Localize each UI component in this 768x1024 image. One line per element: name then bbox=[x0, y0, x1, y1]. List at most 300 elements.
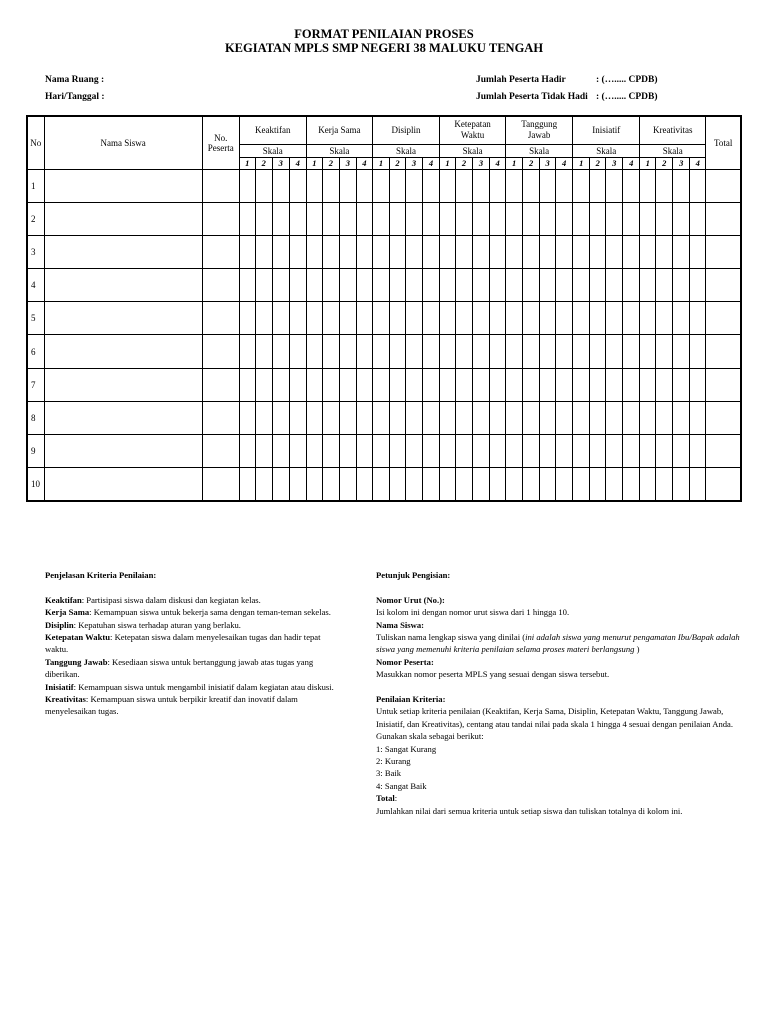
score-cell[interactable] bbox=[623, 468, 640, 501]
score-cell[interactable] bbox=[440, 401, 456, 434]
score-cell[interactable] bbox=[255, 235, 272, 268]
score-cell[interactable] bbox=[405, 269, 422, 302]
score-cell[interactable] bbox=[540, 435, 556, 468]
score-cell[interactable] bbox=[573, 169, 590, 202]
score-cell[interactable] bbox=[306, 169, 322, 202]
score-cell[interactable] bbox=[306, 401, 322, 434]
score-cell[interactable] bbox=[673, 435, 690, 468]
score-cell[interactable] bbox=[440, 335, 456, 368]
score-cell[interactable] bbox=[640, 235, 656, 268]
score-cell[interactable] bbox=[540, 302, 556, 335]
score-cell[interactable] bbox=[656, 335, 673, 368]
score-cell[interactable] bbox=[289, 435, 306, 468]
score-cell[interactable] bbox=[422, 169, 439, 202]
score-cell[interactable] bbox=[339, 335, 356, 368]
score-cell[interactable] bbox=[590, 468, 606, 501]
score-cell[interactable] bbox=[690, 235, 706, 268]
score-cell[interactable] bbox=[440, 202, 456, 235]
score-cell[interactable] bbox=[623, 169, 640, 202]
participant-number-cell[interactable] bbox=[202, 235, 239, 268]
total-cell[interactable] bbox=[706, 302, 741, 335]
score-cell[interactable] bbox=[405, 302, 422, 335]
score-cell[interactable] bbox=[306, 269, 322, 302]
score-cell[interactable] bbox=[255, 401, 272, 434]
score-cell[interactable] bbox=[540, 169, 556, 202]
score-cell[interactable] bbox=[556, 401, 573, 434]
score-cell[interactable] bbox=[306, 468, 322, 501]
score-cell[interactable] bbox=[490, 202, 506, 235]
score-cell[interactable] bbox=[372, 435, 389, 468]
score-cell[interactable] bbox=[339, 235, 356, 268]
score-cell[interactable] bbox=[239, 401, 255, 434]
score-cell[interactable] bbox=[255, 368, 272, 401]
score-cell[interactable] bbox=[306, 368, 322, 401]
score-cell[interactable] bbox=[656, 368, 673, 401]
score-cell[interactable] bbox=[573, 368, 590, 401]
score-cell[interactable] bbox=[606, 335, 623, 368]
score-cell[interactable] bbox=[289, 401, 306, 434]
score-cell[interactable] bbox=[606, 468, 623, 501]
score-cell[interactable] bbox=[239, 435, 255, 468]
score-cell[interactable] bbox=[473, 335, 490, 368]
score-cell[interactable] bbox=[473, 302, 490, 335]
score-cell[interactable] bbox=[255, 269, 272, 302]
score-cell[interactable] bbox=[590, 368, 606, 401]
score-cell[interactable] bbox=[356, 368, 372, 401]
score-cell[interactable] bbox=[656, 169, 673, 202]
student-name-cell[interactable] bbox=[44, 302, 202, 335]
score-cell[interactable] bbox=[590, 235, 606, 268]
score-cell[interactable] bbox=[473, 169, 490, 202]
score-cell[interactable] bbox=[255, 302, 272, 335]
score-cell[interactable] bbox=[623, 202, 640, 235]
score-cell[interactable] bbox=[372, 468, 389, 501]
participant-number-cell[interactable] bbox=[202, 435, 239, 468]
score-cell[interactable] bbox=[690, 435, 706, 468]
total-cell[interactable] bbox=[706, 235, 741, 268]
total-cell[interactable] bbox=[706, 368, 741, 401]
score-cell[interactable] bbox=[506, 169, 523, 202]
score-cell[interactable] bbox=[606, 435, 623, 468]
score-cell[interactable] bbox=[356, 269, 372, 302]
score-cell[interactable] bbox=[339, 202, 356, 235]
score-cell[interactable] bbox=[490, 468, 506, 501]
participant-number-cell[interactable] bbox=[202, 302, 239, 335]
score-cell[interactable] bbox=[590, 202, 606, 235]
score-cell[interactable] bbox=[623, 235, 640, 268]
score-cell[interactable] bbox=[389, 368, 405, 401]
score-cell[interactable] bbox=[473, 435, 490, 468]
score-cell[interactable] bbox=[239, 235, 255, 268]
score-cell[interactable] bbox=[473, 269, 490, 302]
score-cell[interactable] bbox=[506, 302, 523, 335]
score-cell[interactable] bbox=[590, 435, 606, 468]
total-cell[interactable] bbox=[706, 401, 741, 434]
score-cell[interactable] bbox=[656, 401, 673, 434]
score-cell[interactable] bbox=[339, 269, 356, 302]
score-cell[interactable] bbox=[590, 169, 606, 202]
score-cell[interactable] bbox=[440, 468, 456, 501]
score-cell[interactable] bbox=[272, 235, 289, 268]
score-cell[interactable] bbox=[490, 401, 506, 434]
score-cell[interactable] bbox=[322, 202, 339, 235]
score-cell[interactable] bbox=[473, 368, 490, 401]
student-name-cell[interactable] bbox=[44, 235, 202, 268]
score-cell[interactable] bbox=[540, 468, 556, 501]
score-cell[interactable] bbox=[640, 269, 656, 302]
score-cell[interactable] bbox=[673, 468, 690, 501]
score-cell[interactable] bbox=[690, 401, 706, 434]
score-cell[interactable] bbox=[339, 435, 356, 468]
score-cell[interactable] bbox=[456, 335, 473, 368]
score-cell[interactable] bbox=[456, 269, 473, 302]
score-cell[interactable] bbox=[322, 468, 339, 501]
score-cell[interactable] bbox=[389, 302, 405, 335]
score-cell[interactable] bbox=[306, 302, 322, 335]
score-cell[interactable] bbox=[389, 401, 405, 434]
score-cell[interactable] bbox=[322, 435, 339, 468]
score-cell[interactable] bbox=[389, 335, 405, 368]
score-cell[interactable] bbox=[640, 202, 656, 235]
total-cell[interactable] bbox=[706, 435, 741, 468]
score-cell[interactable] bbox=[473, 468, 490, 501]
score-cell[interactable] bbox=[422, 235, 439, 268]
score-cell[interactable] bbox=[339, 302, 356, 335]
score-cell[interactable] bbox=[523, 269, 540, 302]
score-cell[interactable] bbox=[272, 468, 289, 501]
score-cell[interactable] bbox=[673, 169, 690, 202]
score-cell[interactable] bbox=[372, 368, 389, 401]
score-cell[interactable] bbox=[640, 169, 656, 202]
score-cell[interactable] bbox=[272, 368, 289, 401]
score-cell[interactable] bbox=[556, 235, 573, 268]
score-cell[interactable] bbox=[573, 468, 590, 501]
score-cell[interactable] bbox=[405, 468, 422, 501]
score-cell[interactable] bbox=[456, 302, 473, 335]
score-cell[interactable] bbox=[523, 468, 540, 501]
score-cell[interactable] bbox=[422, 468, 439, 501]
score-cell[interactable] bbox=[372, 202, 389, 235]
score-cell[interactable] bbox=[656, 235, 673, 268]
score-cell[interactable] bbox=[506, 435, 523, 468]
score-cell[interactable] bbox=[239, 468, 255, 501]
score-cell[interactable] bbox=[356, 302, 372, 335]
score-cell[interactable] bbox=[306, 435, 322, 468]
score-cell[interactable] bbox=[506, 335, 523, 368]
score-cell[interactable] bbox=[673, 235, 690, 268]
score-cell[interactable] bbox=[239, 368, 255, 401]
score-cell[interactable] bbox=[523, 235, 540, 268]
score-cell[interactable] bbox=[590, 269, 606, 302]
student-name-cell[interactable] bbox=[44, 169, 202, 202]
score-cell[interactable] bbox=[272, 335, 289, 368]
total-cell[interactable] bbox=[706, 269, 741, 302]
score-cell[interactable] bbox=[673, 269, 690, 302]
score-cell[interactable] bbox=[456, 235, 473, 268]
score-cell[interactable] bbox=[422, 202, 439, 235]
score-cell[interactable] bbox=[606, 235, 623, 268]
score-cell[interactable] bbox=[523, 401, 540, 434]
student-name-cell[interactable] bbox=[44, 435, 202, 468]
score-cell[interactable] bbox=[506, 368, 523, 401]
score-cell[interactable] bbox=[272, 202, 289, 235]
score-cell[interactable] bbox=[239, 335, 255, 368]
score-cell[interactable] bbox=[556, 202, 573, 235]
score-cell[interactable] bbox=[372, 302, 389, 335]
score-cell[interactable] bbox=[690, 468, 706, 501]
score-cell[interactable] bbox=[573, 202, 590, 235]
score-cell[interactable] bbox=[523, 368, 540, 401]
score-cell[interactable] bbox=[656, 468, 673, 501]
score-cell[interactable] bbox=[289, 468, 306, 501]
score-cell[interactable] bbox=[506, 235, 523, 268]
score-cell[interactable] bbox=[272, 435, 289, 468]
score-cell[interactable] bbox=[556, 468, 573, 501]
score-cell[interactable] bbox=[556, 435, 573, 468]
score-cell[interactable] bbox=[372, 401, 389, 434]
score-cell[interactable] bbox=[239, 169, 255, 202]
score-cell[interactable] bbox=[356, 401, 372, 434]
score-cell[interactable] bbox=[405, 335, 422, 368]
score-cell[interactable] bbox=[422, 302, 439, 335]
score-cell[interactable] bbox=[656, 302, 673, 335]
score-cell[interactable] bbox=[690, 335, 706, 368]
participant-number-cell[interactable] bbox=[202, 169, 239, 202]
score-cell[interactable] bbox=[540, 368, 556, 401]
score-cell[interactable] bbox=[556, 169, 573, 202]
score-cell[interactable] bbox=[289, 269, 306, 302]
score-cell[interactable] bbox=[339, 169, 356, 202]
score-cell[interactable] bbox=[289, 335, 306, 368]
score-cell[interactable] bbox=[490, 269, 506, 302]
score-cell[interactable] bbox=[490, 302, 506, 335]
score-cell[interactable] bbox=[490, 368, 506, 401]
score-cell[interactable] bbox=[623, 335, 640, 368]
score-cell[interactable] bbox=[405, 435, 422, 468]
score-cell[interactable] bbox=[322, 335, 339, 368]
score-cell[interactable] bbox=[239, 302, 255, 335]
score-cell[interactable] bbox=[640, 335, 656, 368]
score-cell[interactable] bbox=[322, 169, 339, 202]
score-cell[interactable] bbox=[440, 435, 456, 468]
score-cell[interactable] bbox=[556, 335, 573, 368]
score-cell[interactable] bbox=[255, 435, 272, 468]
score-cell[interactable] bbox=[356, 335, 372, 368]
score-cell[interactable] bbox=[255, 335, 272, 368]
score-cell[interactable] bbox=[389, 202, 405, 235]
score-cell[interactable] bbox=[656, 269, 673, 302]
score-cell[interactable] bbox=[440, 302, 456, 335]
score-cell[interactable] bbox=[456, 468, 473, 501]
score-cell[interactable] bbox=[590, 335, 606, 368]
student-name-cell[interactable] bbox=[44, 269, 202, 302]
score-cell[interactable] bbox=[405, 235, 422, 268]
participant-number-cell[interactable] bbox=[202, 269, 239, 302]
score-cell[interactable] bbox=[405, 401, 422, 434]
score-cell[interactable] bbox=[573, 269, 590, 302]
score-cell[interactable] bbox=[456, 368, 473, 401]
score-cell[interactable] bbox=[372, 169, 389, 202]
score-cell[interactable] bbox=[640, 468, 656, 501]
score-cell[interactable] bbox=[506, 401, 523, 434]
score-cell[interactable] bbox=[322, 235, 339, 268]
score-cell[interactable] bbox=[440, 169, 456, 202]
score-cell[interactable] bbox=[673, 202, 690, 235]
score-cell[interactable] bbox=[606, 169, 623, 202]
score-cell[interactable] bbox=[690, 169, 706, 202]
score-cell[interactable] bbox=[606, 401, 623, 434]
score-cell[interactable] bbox=[405, 169, 422, 202]
student-name-cell[interactable] bbox=[44, 335, 202, 368]
score-cell[interactable] bbox=[573, 401, 590, 434]
score-cell[interactable] bbox=[606, 368, 623, 401]
score-cell[interactable] bbox=[255, 169, 272, 202]
score-cell[interactable] bbox=[623, 401, 640, 434]
score-cell[interactable] bbox=[322, 401, 339, 434]
score-cell[interactable] bbox=[540, 401, 556, 434]
score-cell[interactable] bbox=[590, 302, 606, 335]
score-cell[interactable] bbox=[440, 269, 456, 302]
score-cell[interactable] bbox=[389, 269, 405, 302]
score-cell[interactable] bbox=[573, 335, 590, 368]
score-cell[interactable] bbox=[690, 368, 706, 401]
score-cell[interactable] bbox=[289, 202, 306, 235]
total-cell[interactable] bbox=[706, 335, 741, 368]
score-cell[interactable] bbox=[606, 269, 623, 302]
score-cell[interactable] bbox=[289, 302, 306, 335]
score-cell[interactable] bbox=[640, 435, 656, 468]
score-cell[interactable] bbox=[272, 269, 289, 302]
score-cell[interactable] bbox=[673, 368, 690, 401]
score-cell[interactable] bbox=[623, 368, 640, 401]
score-cell[interactable] bbox=[356, 202, 372, 235]
score-cell[interactable] bbox=[306, 235, 322, 268]
score-cell[interactable] bbox=[506, 202, 523, 235]
score-cell[interactable] bbox=[690, 302, 706, 335]
score-cell[interactable] bbox=[372, 335, 389, 368]
score-cell[interactable] bbox=[623, 435, 640, 468]
total-cell[interactable] bbox=[706, 468, 741, 501]
score-cell[interactable] bbox=[590, 401, 606, 434]
score-cell[interactable] bbox=[422, 368, 439, 401]
score-cell[interactable] bbox=[523, 202, 540, 235]
score-cell[interactable] bbox=[640, 302, 656, 335]
score-cell[interactable] bbox=[456, 169, 473, 202]
score-cell[interactable] bbox=[506, 468, 523, 501]
score-cell[interactable] bbox=[473, 401, 490, 434]
participant-number-cell[interactable] bbox=[202, 202, 239, 235]
score-cell[interactable] bbox=[540, 235, 556, 268]
score-cell[interactable] bbox=[640, 401, 656, 434]
score-cell[interactable] bbox=[606, 302, 623, 335]
score-cell[interactable] bbox=[322, 368, 339, 401]
score-cell[interactable] bbox=[506, 269, 523, 302]
score-cell[interactable] bbox=[322, 302, 339, 335]
score-cell[interactable] bbox=[339, 401, 356, 434]
score-cell[interactable] bbox=[556, 368, 573, 401]
score-cell[interactable] bbox=[673, 401, 690, 434]
score-cell[interactable] bbox=[473, 235, 490, 268]
score-cell[interactable] bbox=[556, 269, 573, 302]
score-cell[interactable] bbox=[405, 368, 422, 401]
participant-number-cell[interactable] bbox=[202, 368, 239, 401]
score-cell[interactable] bbox=[272, 169, 289, 202]
score-cell[interactable] bbox=[623, 269, 640, 302]
score-cell[interactable] bbox=[690, 269, 706, 302]
score-cell[interactable] bbox=[372, 269, 389, 302]
score-cell[interactable] bbox=[339, 468, 356, 501]
score-cell[interactable] bbox=[255, 468, 272, 501]
score-cell[interactable] bbox=[272, 302, 289, 335]
score-cell[interactable] bbox=[422, 435, 439, 468]
score-cell[interactable] bbox=[289, 235, 306, 268]
score-cell[interactable] bbox=[656, 435, 673, 468]
score-cell[interactable] bbox=[540, 269, 556, 302]
score-cell[interactable] bbox=[490, 169, 506, 202]
score-cell[interactable] bbox=[372, 235, 389, 268]
score-cell[interactable] bbox=[523, 302, 540, 335]
score-cell[interactable] bbox=[573, 435, 590, 468]
score-cell[interactable] bbox=[389, 468, 405, 501]
score-cell[interactable] bbox=[356, 435, 372, 468]
score-cell[interactable] bbox=[656, 202, 673, 235]
score-cell[interactable] bbox=[523, 335, 540, 368]
score-cell[interactable] bbox=[389, 435, 405, 468]
participant-number-cell[interactable] bbox=[202, 468, 239, 501]
score-cell[interactable] bbox=[356, 235, 372, 268]
score-cell[interactable] bbox=[356, 468, 372, 501]
score-cell[interactable] bbox=[456, 435, 473, 468]
score-cell[interactable] bbox=[490, 435, 506, 468]
student-name-cell[interactable] bbox=[44, 468, 202, 501]
score-cell[interactable] bbox=[389, 169, 405, 202]
score-cell[interactable] bbox=[456, 202, 473, 235]
score-cell[interactable] bbox=[306, 335, 322, 368]
student-name-cell[interactable] bbox=[44, 401, 202, 434]
score-cell[interactable] bbox=[255, 202, 272, 235]
score-cell[interactable] bbox=[272, 401, 289, 434]
score-cell[interactable] bbox=[389, 235, 405, 268]
score-cell[interactable] bbox=[322, 269, 339, 302]
score-cell[interactable] bbox=[523, 169, 540, 202]
score-cell[interactable] bbox=[623, 302, 640, 335]
score-cell[interactable] bbox=[556, 302, 573, 335]
score-cell[interactable] bbox=[473, 202, 490, 235]
score-cell[interactable] bbox=[422, 401, 439, 434]
score-cell[interactable] bbox=[490, 335, 506, 368]
score-cell[interactable] bbox=[573, 235, 590, 268]
score-cell[interactable] bbox=[490, 235, 506, 268]
score-cell[interactable] bbox=[540, 202, 556, 235]
score-cell[interactable] bbox=[422, 269, 439, 302]
participant-number-cell[interactable] bbox=[202, 335, 239, 368]
score-cell[interactable] bbox=[289, 368, 306, 401]
score-cell[interactable] bbox=[640, 368, 656, 401]
score-cell[interactable] bbox=[440, 235, 456, 268]
student-name-cell[interactable] bbox=[44, 202, 202, 235]
student-name-cell[interactable] bbox=[44, 368, 202, 401]
score-cell[interactable] bbox=[339, 368, 356, 401]
score-cell[interactable] bbox=[523, 435, 540, 468]
participant-number-cell[interactable] bbox=[202, 401, 239, 434]
score-cell[interactable] bbox=[456, 401, 473, 434]
score-cell[interactable] bbox=[405, 202, 422, 235]
total-cell[interactable] bbox=[706, 169, 741, 202]
score-cell[interactable] bbox=[356, 169, 372, 202]
score-cell[interactable] bbox=[289, 169, 306, 202]
score-cell[interactable] bbox=[239, 269, 255, 302]
total-cell[interactable] bbox=[706, 202, 741, 235]
